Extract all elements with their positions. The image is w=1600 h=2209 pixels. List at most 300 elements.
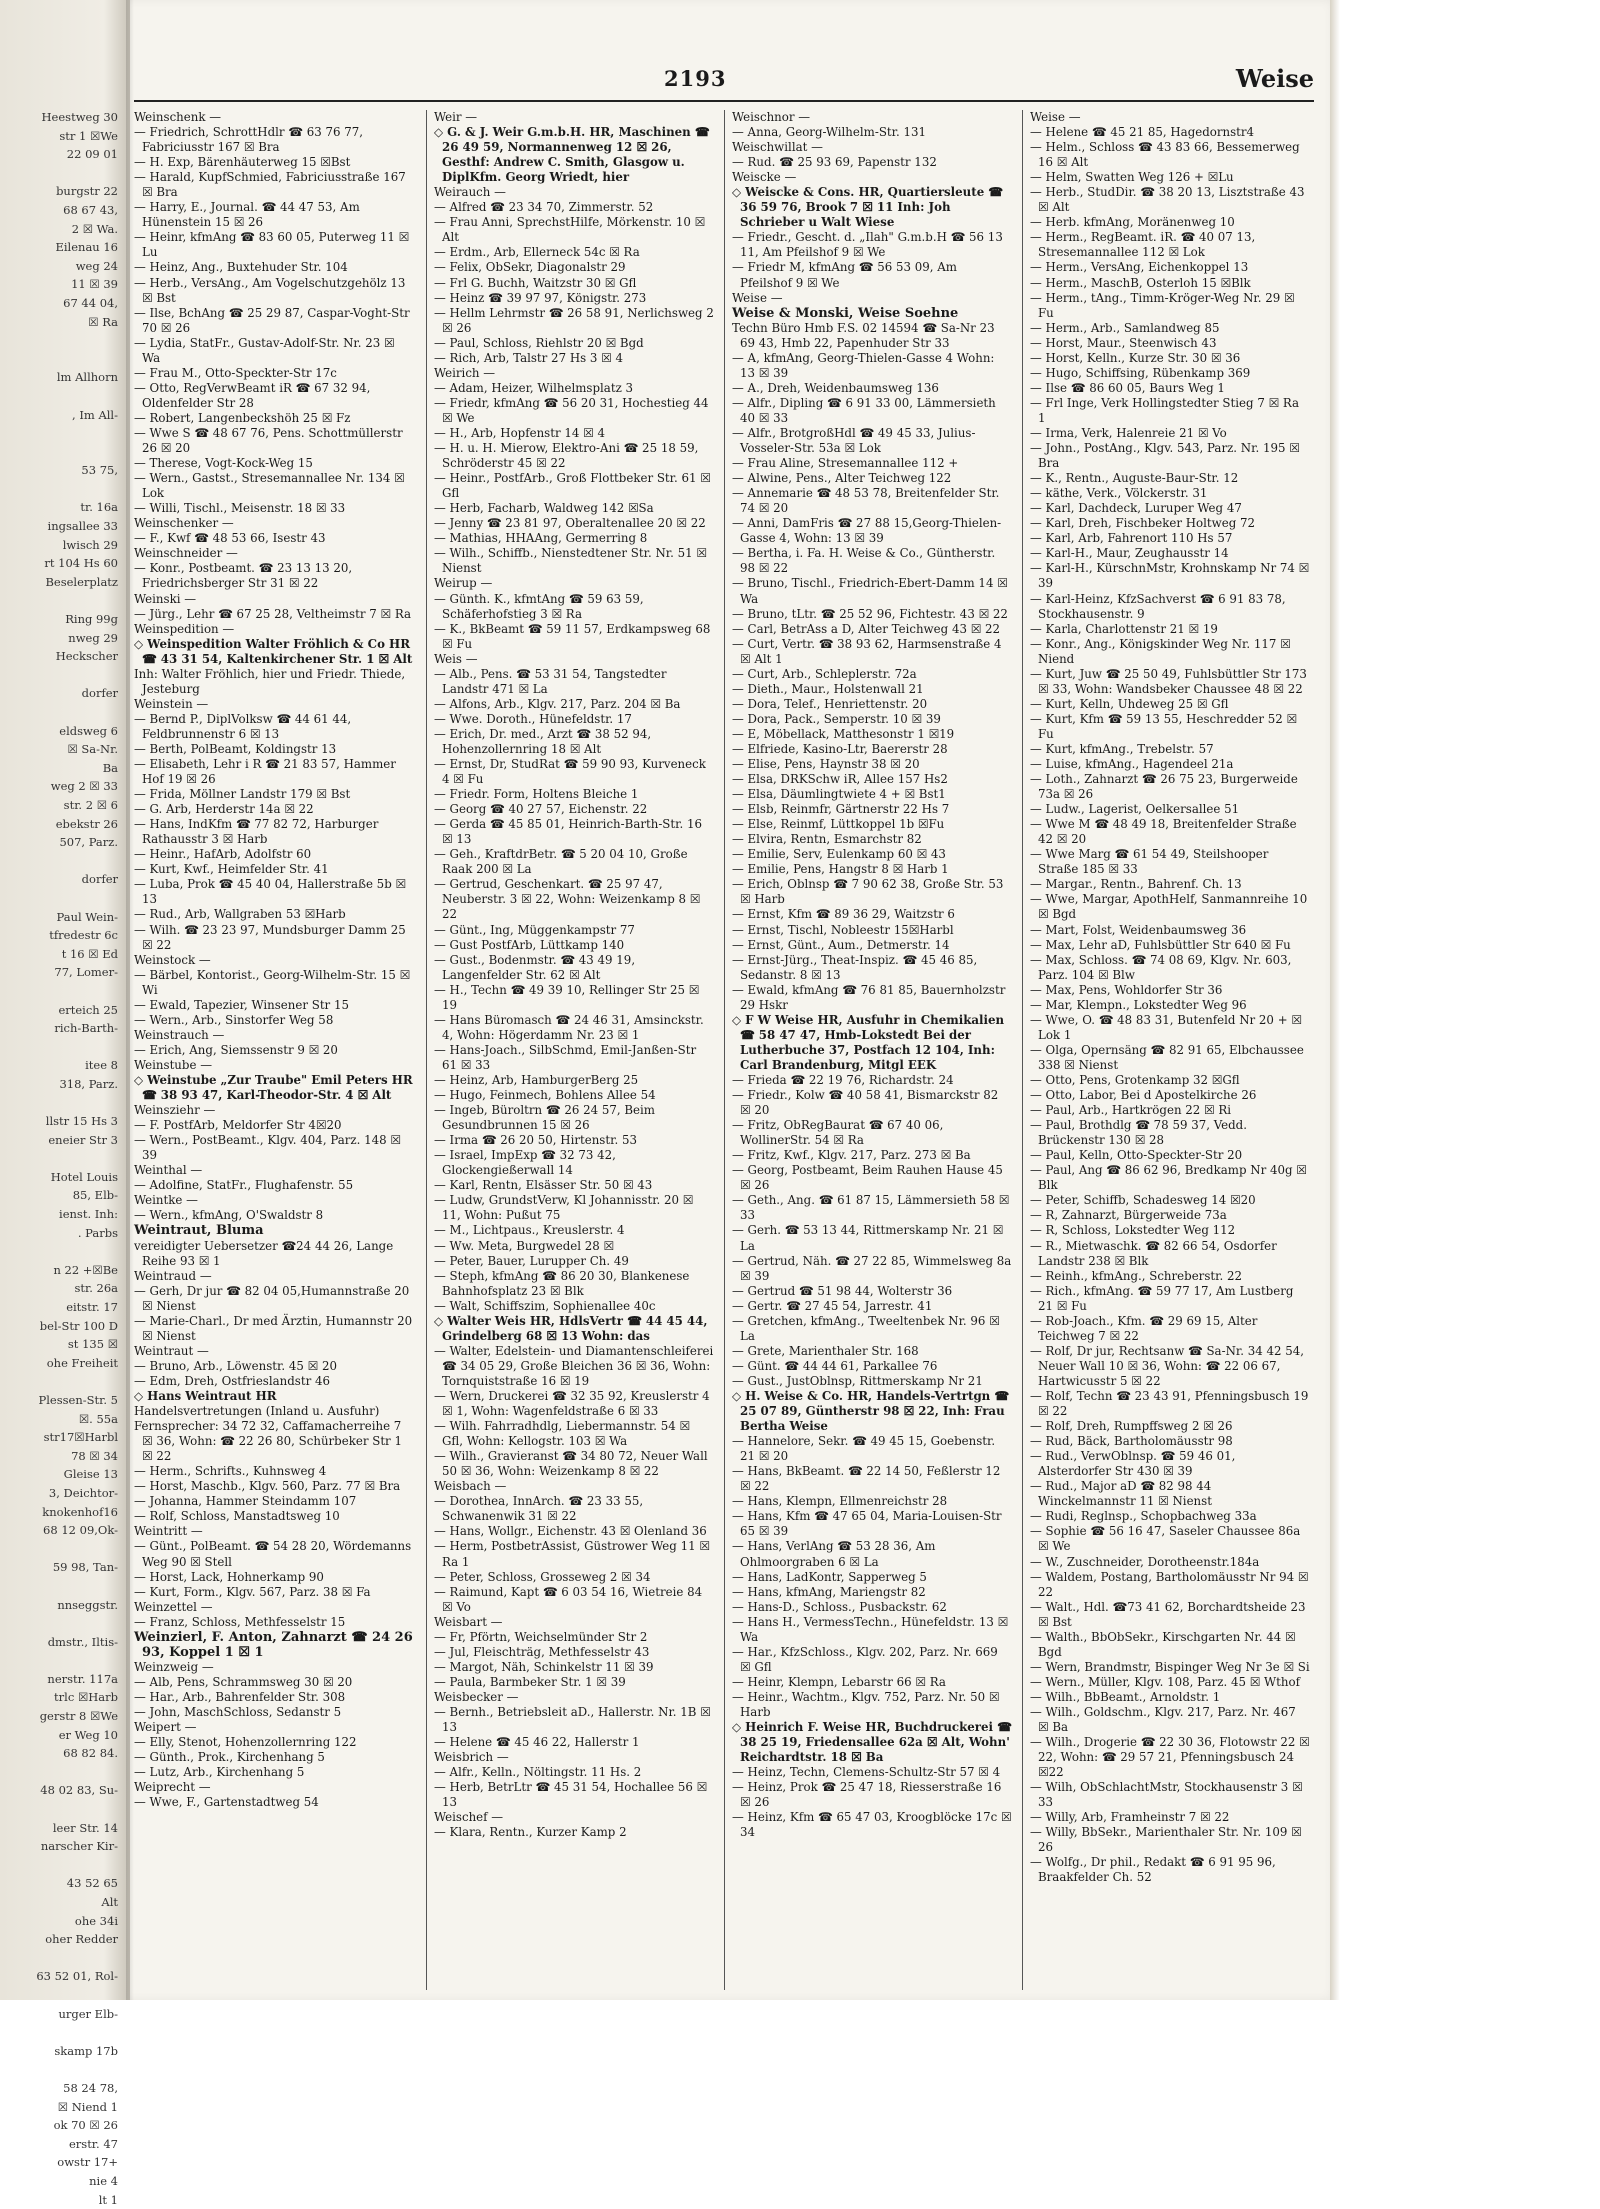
directory-entry: — Hans-D., Schloss., Pusbackstr. 62 (732, 1600, 1012, 1615)
directory-heading: Weir — (434, 110, 714, 125)
directory-entry: — H. Exp, Bärenhäuterweg 15 ☒Bst (134, 155, 414, 170)
column-divider (426, 110, 427, 1990)
fragment-line (0, 982, 122, 1001)
directory-entry: — F., Kwf ☎ 48 53 66, Isestr 43 (134, 531, 414, 546)
directory-entry: — Kurt, Kelln, Uhdeweg 25 ☒ Gfl (1030, 697, 1310, 712)
fragment-line (0, 1093, 122, 1112)
column-3 (732, 110, 1012, 1990)
directory-entry: — Anna, Georg-Wilhelm-Str. 131 (732, 125, 1012, 140)
directory-entry: — Herb. kfmAng, Moränenweg 10 (1030, 215, 1310, 230)
directory-entry: — Karl, Rentn, Elsässer Str. 50 ☒ 43 (434, 1178, 714, 1193)
fragment-line: t 16 ☒ Ed (0, 945, 122, 964)
directory-entry: — Rich., kfmAng. ☎ 59 77 17, Am Lustberg 21 ☒ Fu (1030, 1284, 1310, 1314)
directory-entry: — Elise, Pens, Haynstr 38 ☒ 20 (732, 757, 1012, 772)
directory-entry: — Alfr., BrotgroßHdl ☎ 49 45 33, Julius-Vosseler-Str. 53a ☒ Lok (732, 426, 1012, 456)
directory-entry: — Wilh., Gravieranst ☎ 34 80 72, Neuer Wall 50 ☒ 36, Wohn: Weizenkamp 8 ☒ 22 (434, 1449, 714, 1479)
directory-entry: — Hans H., VermessTechn., Hünefeldstr. 13 ☒ Wa (732, 1615, 1012, 1645)
directory-entry: — Irma, Verk, Halenreie 21 ☒ Vo (1030, 426, 1310, 441)
directory-entry: — Carl, BetrAss a D, Alter Teichweg 43 ☒ 22 (732, 622, 1012, 637)
previous-page-fragments (0, 108, 122, 1988)
fragment-line (0, 666, 122, 685)
fragment-line: 53 75, (0, 461, 122, 480)
directory-entry: — Paul, Brothdlg ☎ 78 59 37, Vedd. Brückenstr 130 ☒ 28 (1030, 1118, 1310, 1148)
directory-entry: — Hans, kfmAng, Mariengstr 82 (732, 1585, 1012, 1600)
directory-entry: — Rolf, Schloss, Manstadtsweg 10 (134, 1509, 414, 1524)
directory-entry: — Elisabeth, Lehr i R ☎ 21 83 57, Hammer Hof 19 ☒ 26 (134, 757, 414, 787)
directory-entry: — Alb., Pens. ☎ 53 31 54, Tangstedter Landstr 471 ☒ La (434, 667, 714, 697)
directory-entry: — R, Zahnarzt, Bürgerweide 73a (1030, 1208, 1310, 1223)
directory-entry: — Erich, Dr. med., Arzt ☎ 38 52 94, Hohenzollernring 18 ☒ Alt (434, 727, 714, 757)
fragment-line: 2 ☒ Wa. (0, 220, 122, 239)
directory-heading: Weinstrauch — (134, 1028, 414, 1043)
directory-entry: — Herm., Schrifts., Kuhnsweg 4 (134, 1464, 414, 1479)
fragment-line (0, 387, 122, 406)
directory-entry: — Harald, KupfSchmied, Fabriciusstraße 167 ☒ Bra (134, 170, 414, 200)
directory-entry: — Wwe M ☎ 48 49 18, Breitenfelder Straße 42 ☒ 20 (1030, 817, 1310, 847)
directory-entry: — Otto, RegVerwBeamt iR ☎ 67 32 94, Oldenfelder Str 28 (134, 381, 414, 411)
directory-entry: — Erich, Ang, Siemssenstr 9 ☒ 20 (134, 1043, 414, 1058)
directory-entry: — Günth. K., kfmtAng ☎ 59 63 59, Schäferhofstieg 3 ☒ Ra (434, 592, 714, 622)
fragment-line: gerstr 8 ☒We (0, 1707, 122, 1726)
directory-entry: — Günt. ☎ 44 44 61, Parkallee 76 (732, 1359, 1012, 1374)
fragment-line: 77, Lomer- (0, 963, 122, 982)
fragment-line: erteich 25 (0, 1001, 122, 1020)
directory-entry: — Wilh. Fahrradhdlg, Liebermannstr. 54 ☒ Gfl, Wohn: Kellogstr. 103 ☒ Wa (434, 1419, 714, 1449)
directory-entry: — Otto, Pens, Grotenkamp 32 ☒Gfl (1030, 1073, 1310, 1088)
directory-heading: Weirup — (434, 576, 714, 591)
fragment-line: Eilenau 16 (0, 238, 122, 257)
fragment-line: ohe 34i (0, 1912, 122, 1931)
fragment-line: 507, Parz. (0, 833, 122, 852)
directory-entry: — Herm., RegBeamt. iR. ☎ 40 07 13, Stresemannallee 112 ☒ Lok (1030, 230, 1310, 260)
directory-entry: — Horst, Lack, Hohnerkamp 90 (134, 1570, 414, 1585)
directory-entry: — Heinr., HafArb, Adolfstr 60 (134, 847, 414, 862)
directory-entry: — Wern., PostBeamt., Klgv. 404, Parz. 148 ☒ 39 (134, 1133, 414, 1163)
directory-entry: — Alwine, Pens., Alter Teichweg 122 (732, 471, 1012, 486)
directory-entry: — Willy, BbSekr., Marienthaler Str. Nr. 109 ☒ 26 (1030, 1825, 1310, 1855)
fragment-line: 85, Elb- (0, 1186, 122, 1205)
directory-heading: Fernsprecher: 34 72 32, Caffamacherreihe 7 ☒ 36, Wohn: ☎ 22 26 80, Schürbeker Str 1 ☒ 22 (134, 1419, 414, 1464)
directory-entry: — Gerh, Dr jur ☎ 82 04 05,Humannstraße 20 ☒ Nienst (134, 1284, 414, 1314)
directory-entry: — Karl-Heinz, KfzSachverst ☎ 6 91 83 78, Stockhausenstr. 9 (1030, 592, 1310, 622)
directory-entry: — Peter, Schloss, Grosseweg 2 ☒ 34 (434, 1570, 714, 1585)
directory-entry: — Dora, Pack., Semperstr. 10 ☒ 39 (732, 712, 1012, 727)
directory-entry: — Herm, PostbetrAssist, Güstrower Weg 11 ☒ Ra 1 (434, 1539, 714, 1569)
directory-entry: — Frida, Möllner Landstr 179 ☒ Bst (134, 787, 414, 802)
directory-entry: — Geth., Ang. ☎ 61 87 15, Lämmersieth 58 ☒ 33 (732, 1193, 1012, 1223)
directory-entry: — Mathias, HHAAng, Germerring 8 (434, 531, 714, 546)
directory-heading: Weinthal — (134, 1163, 414, 1178)
directory-entry: — Heinr., Wachtm., Klgv. 752, Parz. Nr. 50 ☒ Harb (732, 1690, 1012, 1720)
directory-entry: — Wwe, Margar, ApothHelf, Sanmannreihe 10 ☒ Bgd (1030, 892, 1310, 922)
directory-heading: Weiprecht — (134, 1780, 414, 1795)
directory-entry: — Heinz ☎ 39 97 97, Königstr. 273 (434, 291, 714, 306)
directory-heading: Weinski — (134, 592, 414, 607)
directory-entry: — Peter, Schiffb, Schadesweg 14 ☒20 (1030, 1193, 1310, 1208)
directory-entry: — Rud, Bäck, Bartholomäusstr 98 (1030, 1434, 1310, 1449)
fragment-line: rt 104 Hs 60 (0, 554, 122, 573)
directory-entry: — G. Arb, Herderstr 14a ☒ 22 (134, 802, 414, 817)
directory-heading: Handelsvertretungen (Inland u. Ausfuhr) (134, 1404, 414, 1419)
directory-entry: — Paula, Barmbeker Str. 1 ☒ 39 (434, 1675, 714, 1690)
directory-heading: Weiscke — (732, 170, 1012, 185)
directory-entry: — Günt., PolBeamt. ☎ 54 28 20, Wördemanns Weg 90 ☒ Stell (134, 1539, 414, 1569)
fragment-line: Gleise 13 (0, 1465, 122, 1484)
directory-entry: — R., Mietwaschk. ☎ 82 66 54, Osdorfer Landstr 238 ☒ Blk (1030, 1239, 1310, 1269)
directory-entry: — Rud., Major aD ☎ 82 98 44 Winckelmannstr 11 ☒ Nienst (1030, 1479, 1310, 1509)
directory-entry: — Alfons, Arb., Klgv. 217, Parz. 204 ☒ Ba (434, 697, 714, 712)
directory-heading: ◇ F W Weise HR, Ausfuhr in Chemikalien ☎ 58 47 47, Hmb-Lokstedt Bei der Lutherbuche 37, Postfach 12 104, Inh: Carl Brandenburg, Mitgl EEK (732, 1013, 1012, 1073)
directory-entry: — Rolf, Techn ☎ 23 43 91, Pfenningsbusch 19 ☒ 22 (1030, 1389, 1310, 1419)
fragment-line (0, 1651, 122, 1670)
fragment-line: 22 09 01 (0, 145, 122, 164)
fragment-line: Beselerplatz (0, 573, 122, 592)
directory-entry: — Franz, Schloss, Methfesselstr 15 (134, 1615, 414, 1630)
directory-entry: — M., Lichtpaus., Kreuslerstr. 4 (434, 1223, 714, 1238)
fragment-line: skamp 17b (0, 2042, 122, 2061)
directory-entry: — Rich, Arb, Talstr 27 Hs 3 ☒ 4 (434, 351, 714, 366)
directory-entry: — Elsb, Reinmfr, Gärtnerstr 22 Hs 7 (732, 802, 1012, 817)
directory-heading: Weinschneider — (134, 546, 414, 561)
directory-entry: — Herb, BetrLtr ☎ 45 31 54, Hochallee 56 ☒ 13 (434, 1780, 714, 1810)
directory-entry: — Karl-H., KürschnMstr, Krohnskamp Nr 74 ☒ 39 (1030, 561, 1310, 591)
directory-entry: — Karla, Charlottenstr 21 ☒ 19 (1030, 622, 1310, 637)
directory-entry: — Anni, DamFris ☎ 27 88 15,Georg-Thielen-Gasse 4, Wohn: 13 ☒ 39 (732, 516, 1012, 546)
directory-entry: — Wern., Arb., Sinstorfer Weg 58 (134, 1013, 414, 1028)
fragment-line (0, 889, 122, 908)
fragment-line: Paul Wein- (0, 908, 122, 927)
fragment-line (0, 1372, 122, 1391)
directory-entry: — Ww. Meta, Burgwedel 28 ☒ (434, 1239, 714, 1254)
directory-entry: — Waldem, Postang, Bartholomäusstr Nr 94 ☒ 22 (1030, 1570, 1310, 1600)
fragment-line: 68 67 43, (0, 201, 122, 220)
directory-entry: — John, MaschSchloss, Sedanstr 5 (134, 1705, 414, 1720)
fragment-line: erstr. 47 (0, 2135, 122, 2154)
directory-entry: — Wwe S ☎ 48 67 76, Pens. Schottmüllerstr 26 ☒ 20 (134, 426, 414, 456)
directory-entry: — Gertrud, Geschenkart. ☎ 25 97 47, Neuberstr. 3 ☒ 22, Wohn: Weizenkamp 8 ☒ 22 (434, 877, 714, 922)
fragment-line (0, 1986, 122, 2005)
fragment-line: Hotel Louis (0, 1168, 122, 1187)
directory-entry: — Emilie, Serv, Eulenkamp 60 ☒ 43 (732, 847, 1012, 862)
directory-entry: — Frau M., Otto-Speckter-Str 17c (134, 366, 414, 381)
directory-entry: — Irma ☎ 26 20 50, Hirtenstr. 53 (434, 1133, 714, 1148)
directory-heading: Weisbach — (434, 1479, 714, 1494)
directory-entry: — Emilie, Pens, Hangstr 8 ☒ Harb 1 (732, 862, 1012, 877)
directory-entry: — Wwe. Doroth., Hünefeldstr. 17 (434, 712, 714, 727)
directory-entry: — Bertha, i. Fa. H. Weise & Co., Güntherstr. 98 ☒ 22 (732, 546, 1012, 576)
directory-entry: — Wilh., BbBeamt., Arnoldstr. 1 (1030, 1690, 1310, 1705)
directory-heading: ◇ H. Weise & Co. HR, Handels-Vertrtgn ☎ 25 07 89, Güntherstr 98 ☒ 22, Inh: Frau Bertha Weise (732, 1389, 1012, 1434)
directory-entry: — Wern., kfmAng, O'Swaldstr 8 (134, 1208, 414, 1223)
directory-entry: — Hugo, Feinmech, Bohlens Allee 54 (434, 1088, 714, 1103)
directory-entry: — Horst, Maur., Steenwisch 43 (1030, 336, 1310, 351)
directory-entry: — Hans, Wollgr., Eichenstr. 43 ☒ Olenland 36 (434, 1524, 714, 1539)
directory-heading: ◇ Heinrich F. Weise HR, Buchdruckerei ☎ 38 25 19, Friedensallee 62a ☒ Alt, Wohn' Reichardtstr. 18 ☒ Ba (732, 1720, 1012, 1765)
directory-entry: — Günt., Ing, Müggenkampstr 77 (434, 923, 714, 938)
directory-heading: Weisbrich — (434, 1750, 714, 1765)
fragment-line: tfredestr 6c (0, 926, 122, 945)
directory-heading: ◇ Weiscke & Cons. HR, Quartiersleute ☎ 36 59 76, Brook 7 ☒ 11 Inh: Joh Schrieber u Walt Wiese (732, 185, 1012, 230)
directory-entry: — Ewald, Tapezier, Winsener Str 15 (134, 998, 414, 1013)
directory-entry: — Har., KfzSchloss., Klgv. 202, Parz. Nr. 669 ☒ Gfl (732, 1645, 1012, 1675)
fragment-line (0, 164, 122, 183)
directory-entry: — Rob-Joach., Kfm. ☎ 29 69 15, Alter Teichweg 7 ☒ 22 (1030, 1314, 1310, 1344)
directory-heading: Weinschenk — (134, 110, 414, 125)
directory-entry: — Marie-Charl., Dr med Ärztin, Humannstr 20 ☒ Nienst (134, 1314, 414, 1344)
directory-entry: — Walter, Edelstein- und Diamantenschleiferei ☎ 34 05 29, Große Bleichen 36 ☒ 36, Wohn: Tornquiststraße 16 ☒ 19 (434, 1344, 714, 1389)
directory-entry: — Gust PostfArb, Lüttkamp 140 (434, 938, 714, 953)
directory-entry: — Bernd P., DiplVolksw ☎ 44 61 44, Feldbrunnenstr 6 ☒ 13 (134, 712, 414, 742)
directory-entry: — Reinh., kfmAng., Schreberstr. 22 (1030, 1269, 1310, 1284)
directory-entry: — Israel, ImpExp ☎ 32 73 42, Glockengießerwall 14 (434, 1148, 714, 1178)
directory-entry: — Ernst-Jürg., Theat-Inspiz. ☎ 45 46 85, Sedanstr. 8 ☒ 13 (732, 953, 1012, 983)
directory-entry: — Jürg., Lehr ☎ 67 25 28, Veltheimstr 7 ☒ Ra (134, 607, 414, 622)
directory-heading: Weinstein — (134, 697, 414, 712)
directory-heading: Weintraut — (134, 1344, 414, 1359)
directory-entry: — Elsa, Däumlingtwiete 4 + ☒ Bst1 (732, 787, 1012, 802)
fragment-line: st 135 ☒ (0, 1335, 122, 1354)
directory-entry: — Ernst, Kfm ☎ 89 36 29, Waitzstr 6 (732, 907, 1012, 922)
fragment-line: llstr 15 Hs 3 (0, 1112, 122, 1131)
directory-heading: Weis — (434, 652, 714, 667)
directory-entry: — Ilse, BchAng ☎ 25 29 87, Caspar-Voght-Str 70 ☒ 26 (134, 306, 414, 336)
fragment-line: Plessen-Str. 5 (0, 1391, 122, 1410)
gutter-shadow (126, 0, 134, 2000)
fragment-line: 68 82 84. (0, 1744, 122, 1763)
fragment-line: rich-Barth- (0, 1019, 122, 1038)
fragment-line (0, 1763, 122, 1782)
directory-entry: — Günth., Prok., Kirchenhang 5 (134, 1750, 414, 1765)
directory-entry: — Rud., VerwOblnsp. ☎ 59 46 01, Alsterdorfer Str 430 ☒ 39 (1030, 1449, 1310, 1479)
directory-entry: — Rolf, Dreh, Rumpffsweg 2 ☒ 26 (1030, 1419, 1310, 1434)
directory-entry: — Jul, Fleischträg, Methfesselstr 43 (434, 1645, 714, 1660)
directory-entry: — Mar, Klempn., Lokstedter Weg 96 (1030, 998, 1310, 1013)
directory-entry: — Dora, Telef., Henriettenstr. 20 (732, 697, 1012, 712)
directory-heading: Weischnor — (732, 110, 1012, 125)
directory-entry: — Helene ☎ 45 21 85, Hagedornstr4 (1030, 125, 1310, 140)
directory-entry: — Gertrud, Näh. ☎ 27 22 85, Wimmelsweg 8a ☒ 39 (732, 1254, 1012, 1284)
header-rule (134, 100, 1314, 102)
column-divider (724, 110, 725, 1990)
directory-entry: — Herb., StudDir. ☎ 38 20 13, Lisztstraße 43 ☒ Alt (1030, 185, 1310, 215)
directory-entry: — Friedr., Gescht. d. „Ilah" G.m.b.H ☎ 56 13 11, Am Pfeilshof 9 ☒ We (732, 230, 1012, 260)
directory-entry: — Erdm., Arb, Ellerneck 54c ☒ Ra (434, 245, 714, 260)
directory-entry: — H. u. H. Mierow, Elektro-Ani ☎ 25 18 59, Schröderstr 45 ☒ 22 (434, 441, 714, 471)
directory-entry: — Paul, Ang ☎ 86 62 96, Bredkamp Nr 40g ☒ Blk (1030, 1163, 1310, 1193)
directory-entry: — Frieda ☎ 22 19 76, Richardstr. 24 (732, 1073, 1012, 1088)
directory-entry: — Friedr, kfmAng ☎ 56 20 31, Hochestieg 44 ☒ We (434, 396, 714, 426)
directory-entry: — Hans, VerlAng ☎ 53 28 36, Am Ohlmoorgraben 6 ☒ La (732, 1539, 1012, 1569)
fragment-line (0, 350, 122, 369)
directory-heading: Weisbecker — (434, 1690, 714, 1705)
directory-heading: Weinsziehr — (134, 1103, 414, 1118)
directory-entry: — Max, Pens, Wohldorfer Str 36 (1030, 983, 1310, 998)
directory-heading: Weinspedition — (134, 622, 414, 637)
fragment-line: ☒ Sa-Nr. (0, 740, 122, 759)
directory-entry: — Gerda ☎ 45 85 01, Heinrich-Barth-Str. 16 ☒ 13 (434, 817, 714, 847)
directory-entry: — Margot, Näh, Schinkelstr 11 ☒ 39 (434, 1660, 714, 1675)
directory-entry: — Hans, IndKfm ☎ 77 82 72, Harburger Rathausstr 3 ☒ Harb (134, 817, 414, 847)
column-2 (434, 110, 714, 1990)
directory-entry: — Hans, BkBeamt. ☎ 22 14 50, Feßlerstr 12 ☒ 22 (732, 1464, 1012, 1494)
fragment-line (0, 1800, 122, 1819)
directory-entry: — Adam, Heizer, Wilhelmsplatz 3 (434, 381, 714, 396)
directory-entry: — Edm, Dreh, Ostfrieslandstr 46 (134, 1374, 414, 1389)
directory-entry: — A, kfmAng, Georg-Thielen-Gasse 4 Wohn: 13 ☒ 39 (732, 351, 1012, 381)
directory-entry: — Peter, Bauer, Lurupper Ch. 49 (434, 1254, 714, 1269)
directory-heading: Weirauch — (434, 185, 714, 200)
fragment-line: ohe Freiheit (0, 1354, 122, 1373)
directory-entry: — K., Rentn., Auguste-Baur-Str. 12 (1030, 471, 1310, 486)
directory-entry: — Bruno, tLtr. ☎ 25 52 96, Fichtestr. 43 ☒ 22 (732, 607, 1012, 622)
directory-entry: — Kurt, Kwf., Heimfelder Str. 41 (134, 862, 414, 877)
directory-entry: — Gust., JustOblnsp, Rittmerskamp Nr 21 (732, 1374, 1012, 1389)
directory-entry: — F. PostfArb, Meldorfer Str 4☒20 (134, 1118, 414, 1133)
directory-entry: — Heinz, Ang., Buxtehuder Str. 104 (134, 260, 414, 275)
directory-entry: — Gertr. ☎ 27 45 54, Jarrestr. 41 (732, 1299, 1012, 1314)
directory-heading: Weinzettel — (134, 1600, 414, 1615)
directory-entry: — Helene ☎ 45 46 22, Hallerstr 1 (434, 1735, 714, 1750)
directory-entry: — Hellm Lehrmstr ☎ 26 58 91, Nerlichsweg 2 ☒ 26 (434, 306, 714, 336)
directory-entry: — H., Techn ☎ 49 39 10, Rellinger Str 25 ☒ 19 (434, 983, 714, 1013)
directory-entry: — Wilh., Goldschm., Klgv. 217, Parz. Nr. 467 ☒ Ba (1030, 1705, 1310, 1735)
directory-entry: — A., Dreh, Weidenbaumsweg 136 (732, 381, 1012, 396)
directory-entry: — Kurt, Form., Klgv. 567, Parz. 38 ☒ Fa (134, 1585, 414, 1600)
directory-entry: — Curt, Arb., Schleplerstr. 72a (732, 667, 1012, 682)
directory-entry: — Ludw, GrundstVerw, Kl Johannisstr. 20 ☒ 11, Wohn: Pußut 75 (434, 1193, 714, 1223)
directory-entry: — Dorothea, InnArch. ☎ 23 33 55, Schwanenwik 31 ☒ 22 (434, 1494, 714, 1524)
directory-entry: — Hannelore, Sekr. ☎ 49 45 15, Goebenstr. 21 ☒ 20 (732, 1434, 1012, 1464)
directory-entry: — Wwe, O. ☎ 48 83 31, Butenfeld Nr 20 + ☒ Lok 1 (1030, 1013, 1310, 1043)
fragment-line: 3, Deichtor- (0, 1484, 122, 1503)
fragment-line: ingsallee 33 (0, 517, 122, 536)
directory-heading: Weintraud — (134, 1269, 414, 1284)
fragment-line: 318, Parz. (0, 1075, 122, 1094)
directory-heading: Weischwillat — (732, 140, 1012, 155)
fragment-line: lt 1 (0, 2191, 122, 2209)
directory-entry: — Robert, Langenbeckshöh 25 ☒ Fz (134, 411, 414, 426)
directory-entry: — Jenny ☎ 23 81 97, Oberaltenallee 20 ☒ 22 (434, 516, 714, 531)
directory-heading: Weintke — (134, 1193, 414, 1208)
directory-entry: — Konr., Postbeamt. ☎ 23 13 13 20, Friedrichsberger Str 31 ☒ 22 (134, 561, 414, 591)
directory-heading: Weise & Monski, Weise Soehne (732, 306, 1012, 321)
page-edge (1330, 0, 1340, 2000)
fragment-line (0, 1149, 122, 1168)
directory-entry: — Fritz, ObRegBaurat ☎ 67 40 06, WollinerStr. 54 ☒ Ra (732, 1118, 1012, 1148)
directory-entry: — Ludw., Lagerist, Oelkersallee 51 (1030, 802, 1310, 817)
directory-entry: — Wern., Müller, Klgv. 108, Parz. 45 ☒ Wthof (1030, 1675, 1310, 1690)
directory-entry: — Else, Reinmf, Lüttkoppel 1b ☒Fu (732, 817, 1012, 832)
directory-entry: — Grete, Marienthaler Str. 168 (732, 1344, 1012, 1359)
directory-entry: — Friedr., Kolw ☎ 40 58 41, Bismarckstr 82 ☒ 20 (732, 1088, 1012, 1118)
directory-heading: Techn Büro Hmb F.S. 02 14594 ☎ Sa-Nr 23 69 43, Hmb 22, Papenhuder Str 33 (732, 321, 1012, 351)
directory-entry: — Adolfine, StatFr., Flughafenstr. 55 (134, 1178, 414, 1193)
fragment-line: urger Elb- (0, 2005, 122, 2024)
fragment-line: lwisch 29 (0, 536, 122, 555)
fragment-line: lm Allhorn (0, 368, 122, 387)
directory-entry: — Walt., Hdl. ☎73 41 62, Borchardtsheide 23 ☒ Bst (1030, 1600, 1310, 1630)
fragment-line: nnseggstr. (0, 1596, 122, 1615)
directory-entry: — Kurt, Kfm ☎ 59 13 55, Heschredder 52 ☒ Fu (1030, 712, 1310, 742)
directory-entry: — Wilh., Schiffb., Nienstedtener Str. Nr. 51 ☒ Nienst (434, 546, 714, 576)
directory-entry: — Alfred ☎ 23 34 70, Zimmerstr. 52 (434, 200, 714, 215)
directory-entry: — Klara, Rentn., Kurzer Kamp 2 (434, 1825, 714, 1840)
fragment-line: 11 ☒ 39 (0, 275, 122, 294)
fragment-line: itee 8 (0, 1056, 122, 1075)
fragment-line: ☒ Niend 1 (0, 2098, 122, 2117)
directory-entry: — Lutz, Arb., Kirchenhang 5 (134, 1765, 414, 1780)
fragment-line (0, 1856, 122, 1875)
fragment-line (0, 1614, 122, 1633)
fragment-line: str17☒Harbl (0, 1428, 122, 1447)
fragment-line: Alt (0, 1893, 122, 1912)
column-4 (1030, 110, 1310, 1990)
directory-entry: — Karl-H., Maur, Zeughausstr 14 (1030, 546, 1310, 561)
directory-entry: — Herb., VersAng., Am Vogelschutzgehölz 13 ☒ Bst (134, 276, 414, 306)
directory-entry: — Bernh., Betriebsleit aD., Hallerstr. Nr. 1B ☒ 13 (434, 1705, 714, 1735)
directory-entry: — Ingeb, Büroltrn ☎ 26 24 57, Beim Gesundbrunnen 15 ☒ 26 (434, 1103, 714, 1133)
fragment-line: knokenhof16 (0, 1503, 122, 1522)
fragment-line: str. 26a (0, 1279, 122, 1298)
directory-heading: Weise — (1030, 110, 1310, 125)
directory-entry: — Elvira, Rentn, Esmarchstr 82 (732, 832, 1012, 847)
directory-entry: — Curt, Vertr. ☎ 38 93 62, Harmsenstraße 4 ☒ Alt 1 (732, 637, 1012, 667)
fragment-line (0, 2060, 122, 2079)
directory-entry: — Friedr. Form, Holtens Bleiche 1 (434, 787, 714, 802)
directory-entry: — Herm., Arb., Samlandweg 85 (1030, 321, 1310, 336)
directory-entry: — Horst, Maschb., Klgv. 560, Parz. 77 ☒ Bra (134, 1479, 414, 1494)
directory-heading: Inh: Walter Fröhlich, hier und Friedr. Thiede, Jesteburg (134, 667, 414, 697)
directory-entry: — Fr, Pförtn, Weichselmünder Str 2 (434, 1630, 714, 1645)
directory-entry: — Ewald, kfmAng ☎ 76 81 85, Bauernholzstr 29 Hskr (732, 983, 1012, 1013)
fragment-line: Ba (0, 759, 122, 778)
directory-entry: — Olga, Opernsäng ☎ 82 91 65, Elbchaussee 338 ☒ Nienst (1030, 1043, 1310, 1073)
directory-entry: — Wilh, ObSchlachtMstr, Stockhausenstr 3 ☒ 33 (1030, 1780, 1310, 1810)
directory-entry: — Paul, Schloss, Riehlstr 20 ☒ Bgd (434, 336, 714, 351)
fragment-line (0, 1949, 122, 1968)
fragment-line (0, 424, 122, 443)
directory-entry: — Frl G. Buchh, Waitzstr 30 ☒ Gfl (434, 276, 714, 291)
directory-entry: — Alfr., Kelln., Nöltingstr. 11 Hs. 2 (434, 1765, 714, 1780)
directory-entry: — Heinz, Prok ☎ 25 47 18, Riesserstraße 16 ☒ 26 (732, 1780, 1012, 1810)
directory-entry: — Therese, Vogt-Kock-Weg 15 (134, 456, 414, 471)
directory-entry: — Frl Inge, Verk Hollingstedter Stieg 7 ☒ Ra 1 (1030, 396, 1310, 426)
directory-entry: — Wern., Gastst., Stresemannallee Nr. 134 ☒ Lok (134, 471, 414, 501)
fragment-line: ☒ Ra (0, 313, 122, 332)
directory-entry: — Paul, Kelln, Otto-Speckter-Str 20 (1030, 1148, 1310, 1163)
entry-columns (134, 110, 1314, 1990)
directory-entry: — Heinz, Arb, HamburgerBerg 25 (434, 1073, 714, 1088)
fragment-line: dmstr., Iltis- (0, 1633, 122, 1652)
directory-entry: — K., BkBeamt ☎ 59 11 57, Erdkampsweg 68 ☒ Fu (434, 622, 714, 652)
column-1 (134, 110, 414, 1990)
directory-entry: — Elfriede, Kasino-Ltr, Baererstr 28 (732, 742, 1012, 757)
fragment-line: 43 52 65 (0, 1874, 122, 1893)
fragment-line: n 22 +☒Be (0, 1261, 122, 1280)
directory-entry: — käthe, Verk., Völckerstr. 31 (1030, 486, 1310, 501)
directory-heading: ◇ Hans Weintraut HR (134, 1389, 414, 1404)
fragment-line: Heestweg 30 (0, 108, 122, 127)
directory-entry: — Heinz, Kfm ☎ 65 47 03, Kroogblöcke 17c ☒ 34 (732, 1810, 1012, 1840)
fragment-line: ebekstr 26 (0, 815, 122, 834)
directory-entry: — Friedrich, SchrottHdlr ☎ 63 76 77, Fabriciusstr 167 ☒ Bra (134, 125, 414, 155)
fragment-line (0, 443, 122, 462)
directory-entry: — Friedr M, kfmAng ☎ 56 53 09, Am Pfeilshof 9 ☒ We (732, 260, 1012, 290)
directory-entry: — Walth., BbObSekr., Kirschgarten Nr. 44 ☒ Bgd (1030, 1630, 1310, 1660)
directory-entry: — Paul, Arb., Hartkrögen 22 ☒ Ri (1030, 1103, 1310, 1118)
directory-heading: Weinzierl, F. Anton, Zahnarzt ☎ 24 26 93, Koppel 1 ☒ 1 (134, 1630, 414, 1660)
directory-entry: — Luba, Prok ☎ 45 40 04, Hallerstraße 5b ☒ 13 (134, 877, 414, 907)
